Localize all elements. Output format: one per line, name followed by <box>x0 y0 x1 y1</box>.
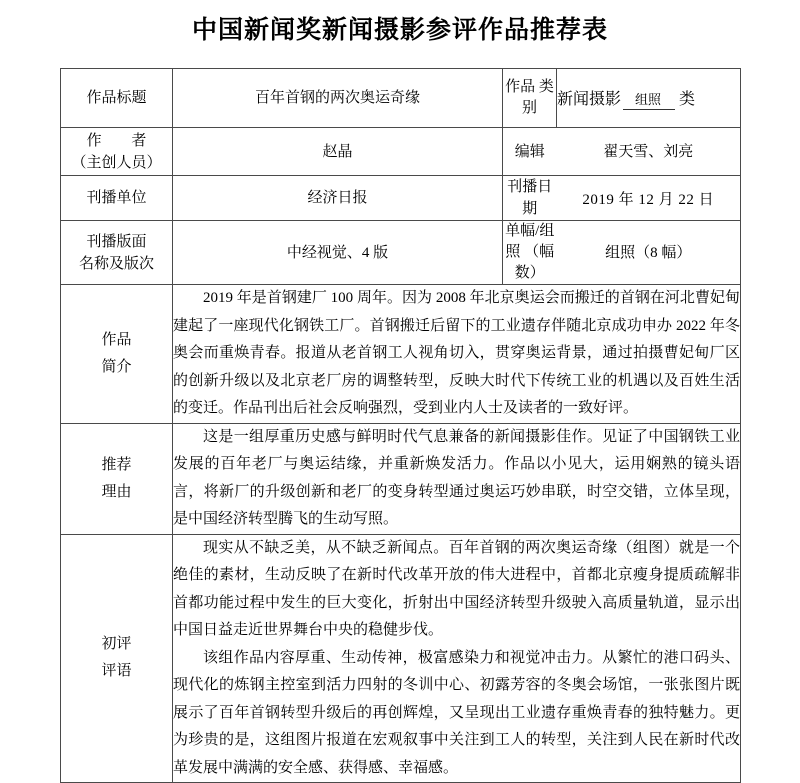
table-row-publisher <box>61 176 741 221</box>
summary-label-line2: 简介 <box>101 358 132 375</box>
table-row-page-info <box>61 221 741 285</box>
recommendation-form-table <box>60 68 741 783</box>
category-prefix: 新闻摄影 <box>557 91 622 108</box>
recommendation-text: 这是一组厚重历史感与鲜明时代气息兼备的新闻摄影佳作。见证了中国钢铁工业发展的百年老厂与奥运结缘，并重新焕发活力。作品以小见大，运用娴熟的镜头语言，将新厂的升级创新和老厂的变身转型通过奥运巧妙串联，时空交错，立体呈现，是中国经济转型腾飞的生动写照。 <box>173 428 740 527</box>
category-suffix: 类 <box>679 91 696 108</box>
category-label-line2: 类别 <box>521 79 554 116</box>
publish-date-label: 刊播日期 <box>507 179 553 217</box>
table-row-summary <box>61 285 741 424</box>
initial-review-label-line1: 初评 <box>101 636 132 653</box>
work-title-label: 作品标题 <box>86 90 147 106</box>
category-label-cell <box>503 69 557 128</box>
count-value: 组照（8 幅） <box>605 244 692 261</box>
author-label-cell <box>61 128 173 176</box>
table-row-recommendation <box>61 423 741 534</box>
work-title-value-cell <box>173 69 503 128</box>
publisher-value: 经济日报 <box>307 190 368 206</box>
table-row-work-title <box>61 69 741 128</box>
recommendation-label-line2: 理由 <box>101 483 132 500</box>
author-value: 赵晶 <box>322 143 353 160</box>
category-label-line1: 作品 <box>505 79 536 95</box>
page-value-cell <box>173 221 503 285</box>
publisher-label-cell <box>61 176 173 221</box>
recommendation-body-cell <box>173 423 741 534</box>
count-label-line1: 单幅/组照 <box>505 223 555 260</box>
publish-date-label-cell <box>503 176 557 221</box>
initial-review-paragraph-1: 现实从不缺乏美，从不缺乏新闻点。百年首钢的两次奥运奇缘（组图）就是一个绝佳的素材，生动反映了在新时代改革开放的伟大进程中，首都北京瘦身提质疏解非首都功能过程中发生的巨大变化，折射出中国经济转型升级驶入高质量轨道，显示出中国日益走近世界舞台中央的稳健步伐。 <box>173 539 740 638</box>
publisher-value-cell <box>173 176 503 221</box>
category-value-cell <box>557 69 741 128</box>
publisher-label: 刊播单位 <box>86 190 147 206</box>
initial-review-label-line2: 评语 <box>101 663 132 680</box>
count-value-cell <box>557 221 741 285</box>
page-title: 中国新闻奖新闻摄影参评作品推荐表 <box>191 17 608 44</box>
count-label-cell <box>503 221 557 285</box>
initial-review-body-cell <box>173 534 741 783</box>
summary-label-line1: 作品 <box>101 331 132 348</box>
recommendation-label-cell <box>61 423 173 534</box>
page-label-line1: 刊播版面 <box>86 233 147 250</box>
summary-label-cell <box>61 285 173 424</box>
author-label-line2: （主创人员） <box>71 154 162 171</box>
category-fill-value: 组照 <box>623 89 675 110</box>
author-label-line1: 作 者 <box>86 132 160 149</box>
table-row-initial-review <box>61 534 741 783</box>
author-value-cell <box>173 128 503 176</box>
count-label-line2: （幅数） <box>514 244 555 281</box>
publish-date-value: 2019 年 12 月 22 日 <box>582 191 715 208</box>
editor-label-cell <box>503 128 557 176</box>
initial-review-label-cell <box>61 534 173 783</box>
recommendation-label-line1: 推荐 <box>101 456 132 473</box>
table-row-author <box>61 128 741 176</box>
publish-date-value-cell <box>557 176 741 221</box>
editor-label: 编辑 <box>514 143 545 160</box>
editor-value: 翟天雪、刘亮 <box>603 143 694 160</box>
work-title-label-cell <box>61 69 173 128</box>
summary-text: 2019 年是首钢建厂 100 周年。因为 2008 年北京奥运会而搬迁的首钢在河北曹妃甸建起了一座现代化钢铁工厂。首钢搬迁后留下的工业遗存伴随北京成功申办 2022 年冬奥会而重焕青春。报道从老首钢工人视角切入，贯穿奥运背景，通过拍摄曹妃甸厂区的创新升级以及北京老厂房的调整转型，反映大时代下传统工业的机遇以及百姓生活的变迁。作品刊出后社会反响强烈，受到业内人士及读者的一致好评。 <box>173 290 740 416</box>
initial-review-paragraph-2: 该组作品内容厚重、生动传神，极富感染力和视觉冲击力。从繁忙的港口码头、现代化的炼钢主控室到活力四射的冬训中心、初露芳容的冬奥会场馆，一张张图片既展示了百年首钢转型升级后的再创辉煌，又呈现出工业遗存重焕青春的独特魅力。更为珍贵的是，这组图片报道在宏观叙事中关注到工人的转型，关注到人民在新时代改革发展中满满的安全感、获得感、幸福感。 <box>173 649 740 776</box>
page-label-cell <box>61 221 173 285</box>
work-title-value: 百年首钢的两次奥运奇缘 <box>254 90 420 106</box>
summary-body-cell <box>173 285 741 424</box>
page-label-line2: 名称及版次 <box>78 255 154 272</box>
page-value: 中经视觉、4 版 <box>286 244 389 261</box>
editor-value-cell <box>557 128 741 176</box>
